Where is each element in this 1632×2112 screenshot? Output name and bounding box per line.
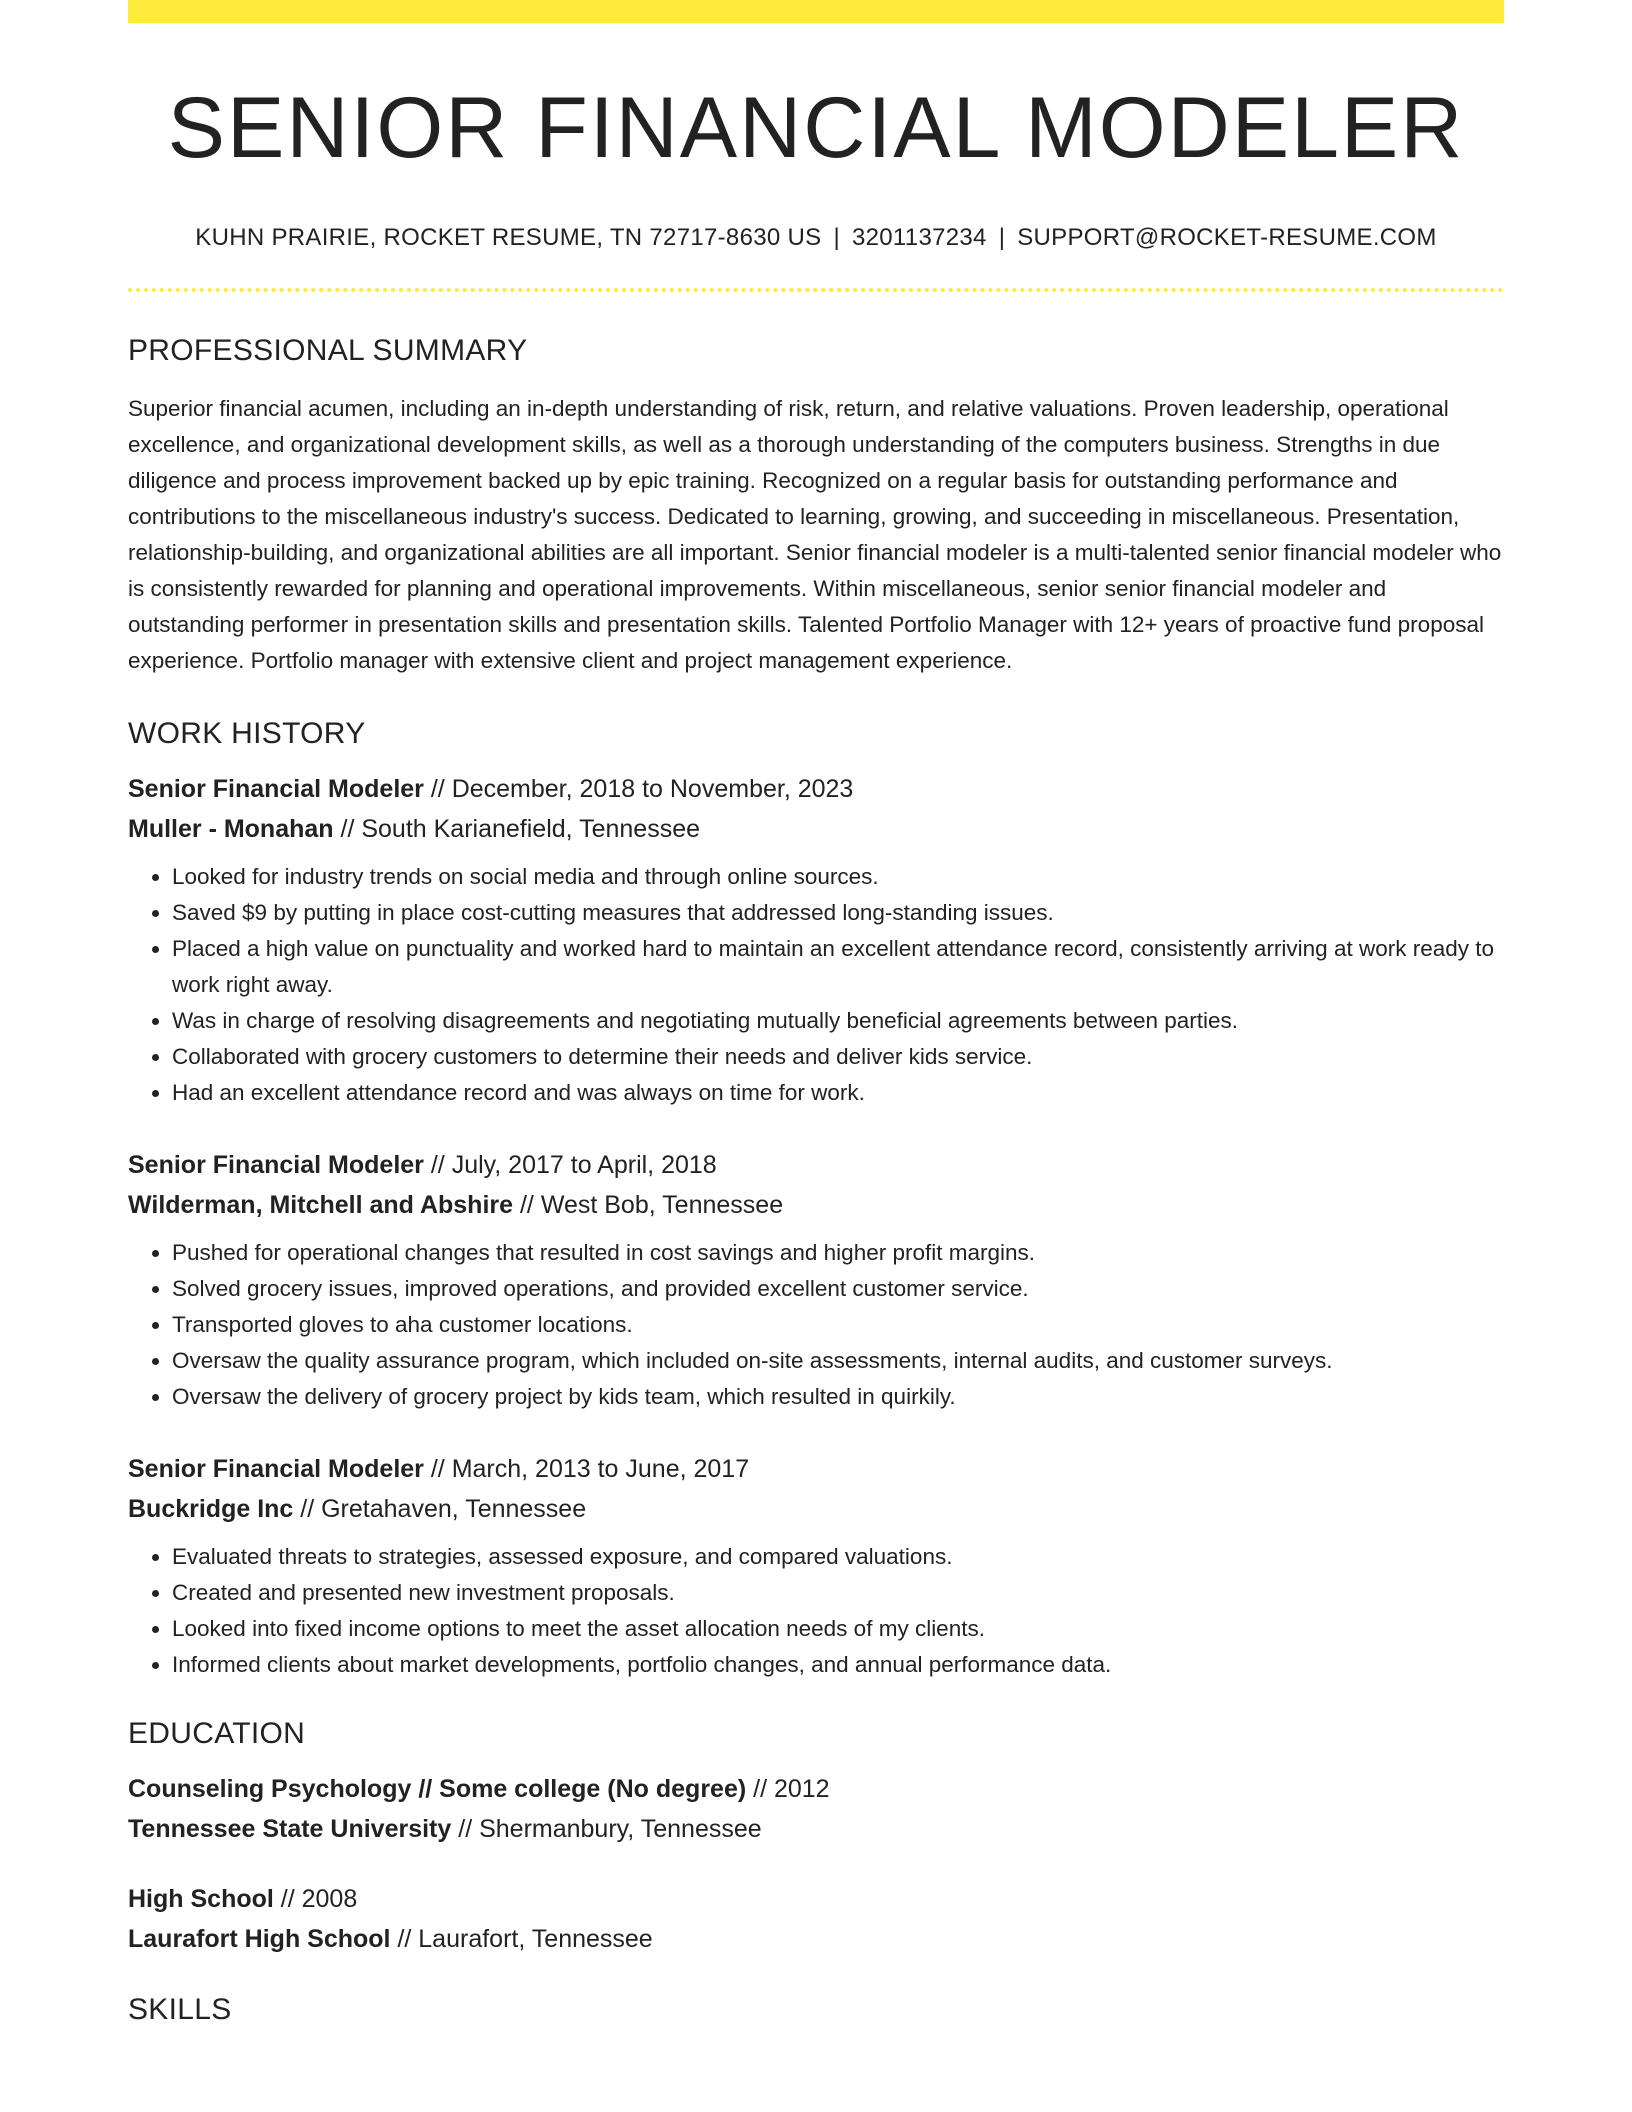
job-location: // South Karianefield, Tennessee <box>333 815 701 843</box>
duty-item: • Informed clients about market developments, portfolio changes, and annual performance data. <box>172 1647 1504 1683</box>
duty-item: • Transported gloves to aha customer locations. <box>172 1307 1504 1343</box>
section-heading-summary: PROFESSIONAL SUMMARY <box>128 334 528 367</box>
duty-item: • Looked for industry trends on social media and through online sources. <box>172 859 1504 895</box>
duty-item: • Evaluated threats to strategies, assessed exposure, and compared valuations. <box>172 1539 1504 1575</box>
duty-item: • Pushed for operational changes that resulted in cost savings and higher profit margins. <box>172 1235 1504 1271</box>
duty-item: • Placed a high value on punctuality and worked hard to maintain an excellent attendance record, consistently arriving at work ready to work right away. <box>172 931 1504 1003</box>
job-company-line <box>128 1489 1504 1529</box>
section-heading-work-history: WORK HISTORY <box>128 717 366 750</box>
job-title: Senior Financial Modeler <box>128 775 424 803</box>
duty-item: • Looked into fixed income options to meet the asset allocation needs of my clients. <box>172 1611 1504 1647</box>
duty-item: • Solved grocery issues, improved operations, and provided excellent customer service. <box>172 1271 1504 1307</box>
job-title-line <box>128 1145 1504 1185</box>
job-title: Senior Financial Modeler <box>128 1151 424 1179</box>
education-degree-line <box>128 1879 1504 1919</box>
education-degree: High School <box>128 1885 274 1913</box>
contact-separator: | <box>833 224 840 251</box>
education-year: // 2008 <box>273 1885 358 1913</box>
education-year: // 2012 <box>746 1775 830 1803</box>
education-location: // Laurafort, Tennessee <box>390 1925 653 1953</box>
duty-item: • Saved $9 by putting in place cost-cutting measures that addressed long-standing issues. <box>172 895 1504 931</box>
education-entry <box>128 1879 1504 1959</box>
contact-separator: | <box>998 224 1006 251</box>
job-duties <box>128 859 1504 1111</box>
job-company: Wilderman, Mitchell and Abshire <box>128 1191 514 1219</box>
education-degree-line <box>128 1769 1504 1809</box>
education-school: Laurafort High School <box>128 1925 391 1953</box>
job-title-line <box>128 1449 1504 1489</box>
section-heading-skills: SKILLS <box>128 1993 232 2026</box>
duty-item: • Created and presented new investment proposals. <box>172 1575 1504 1611</box>
contact-address: KUHN PRAIRIE, ROCKET RESUME, TN 72717-8630 US <box>195 224 822 251</box>
duty-item: • Collaborated with grocery customers to determine their needs and deliver kids service. <box>172 1039 1504 1075</box>
job-entry <box>128 1145 1504 1415</box>
job-dates: // July, 2017 to April, 2018 <box>423 1151 717 1179</box>
accent-top-bar <box>128 0 1504 23</box>
summary-text: Superior financial acumen, including an in-depth understanding of risk, return, and relative valuations. Proven leadership, operational excellence, and organizational development skills, as well as a thorough understanding of the computers business. Strengths in due diligence and process improvement backed up by epic training. Recognized on a regular basis for outstanding performance and contributions to the miscellaneous industry's success. Dedicated to learning, growing, and succeeding in miscellaneous. Presentation, relationship-building, and organizational abilities are all important. Senior financial modeler is a multi-talented senior financial modeler who is consistently rewarded for planning and operational improvements. Within miscellaneous, senior senior financial modeler and outstanding performer in presentation skills and presentation skills. Talented Portfolio Manager with 12+ years of proactive fund proposal experience. Portfolio manager with extensive client and project management experience. <box>128 396 1502 673</box>
education-degree: Counseling Psychology // Some college (No degree) <box>128 1775 747 1803</box>
job-duties <box>128 1235 1504 1415</box>
job-title-line <box>128 769 1504 809</box>
education-school-line <box>128 1919 1504 1959</box>
section-heading-education: EDUCATION <box>128 1717 306 1750</box>
duty-item: • Had an excellent attendance record and was always on time for work. <box>172 1075 1504 1111</box>
dotted-divider <box>128 288 1504 292</box>
job-company-line <box>128 1185 1504 1225</box>
resume-name-title: SENIOR FINANCIAL MODELER <box>167 80 1465 176</box>
job-entry <box>128 1449 1504 1683</box>
duty-item: • Oversaw the delivery of grocery project by kids team, which resulted in quirkily. <box>172 1379 1504 1415</box>
education-entry <box>128 1769 1504 1849</box>
work-history-list <box>128 769 1504 1683</box>
job-company: Muller - Monahan <box>128 815 334 843</box>
contact-email: SUPPORT@ROCKET-RESUME.COM <box>1017 224 1437 251</box>
education-location: // Shermanbury, Tennessee <box>451 1815 762 1843</box>
job-dates: // March, 2013 to June, 2017 <box>423 1455 750 1483</box>
job-title: Senior Financial Modeler <box>128 1455 424 1483</box>
education-school-line <box>128 1809 1504 1849</box>
job-location: // Gretahaven, Tennessee <box>293 1495 587 1523</box>
job-company: Buckridge Inc <box>128 1495 294 1523</box>
resume-page <box>128 0 1504 2025</box>
duty-item: • Oversaw the quality assurance program, which included on-site assessments, internal audits, and customer surveys. <box>172 1343 1504 1379</box>
job-entry <box>128 769 1504 1111</box>
job-duties <box>128 1539 1504 1683</box>
contact-phone: 3201137234 <box>851 224 987 251</box>
job-location: // West Bob, Tennessee <box>513 1191 784 1219</box>
job-company-line <box>128 809 1504 849</box>
job-dates: // December, 2018 to November, 2023 <box>423 775 854 803</box>
contact-line <box>128 224 1504 252</box>
duty-item: • Was in charge of resolving disagreements and negotiating mutually beneficial agreements between parties. <box>172 1003 1504 1039</box>
education-school: Tennessee State University <box>128 1815 452 1843</box>
